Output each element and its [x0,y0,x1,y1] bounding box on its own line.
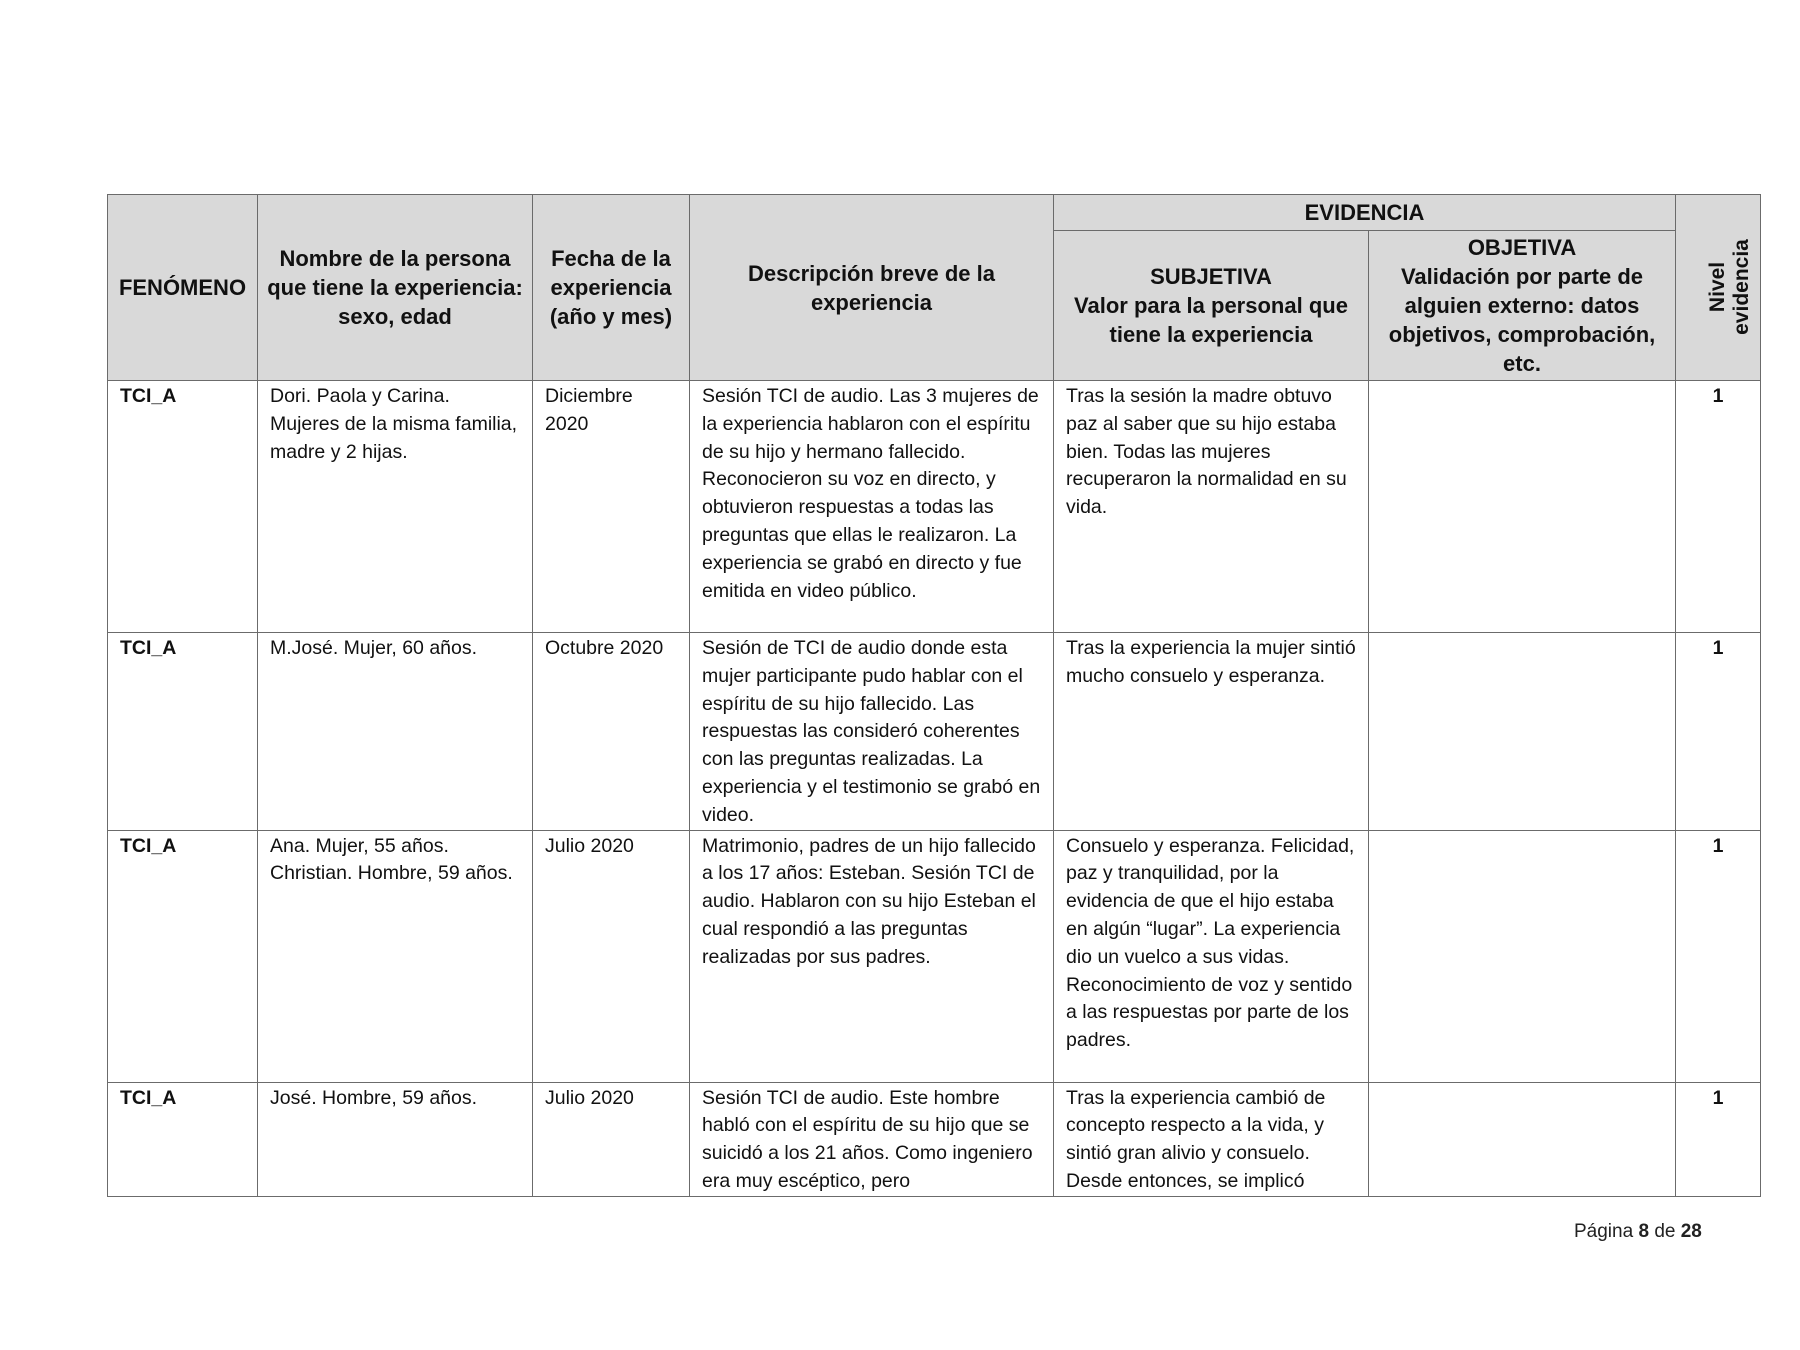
header-nombre: Nombre de la persona que tiene la experiencia: sexo, edad [258,195,533,381]
cell-descripcion: Sesión TCI de audio. Este hombre habló con el espíritu de su hijo que se suicidó a los 21 años. Como ingeniero era muy escéptico, pero [690,1082,1054,1196]
cell-subjetiva: Tras la sesión la madre obtuvo paz al saber que su hijo estaba bien. Todas las mujeres recuperaron la normalidad en su vida. [1054,381,1369,633]
cell-fenomeno: TCI_A [108,633,258,831]
footer-de-label: de [1654,1221,1676,1242]
cell-descripcion: Sesión TCI de audio. Las 3 mujeres de la experiencia hablaron con el espíritu de su hijo y hermano fallecido. Reconocieron su voz en directo, y obtuvieron respuestas a todas las preguntas que ellas le realizaron. La experiencia se grabó en directo y fue emitida en video público. [690,381,1054,633]
cell-descripcion: Matrimonio, padres de un hijo fallecido a los 17 años: Esteban. Sesión TCI de audio. Hablaron con su hijo Esteban el cual respondió a las preguntas realizadas por sus padres. [690,830,1054,1082]
footer-page-total: 28 [1680,1221,1702,1242]
cell-objetiva [1369,830,1676,1082]
cell-nivel: 1 [1676,830,1761,1082]
header-nivel-line2: evidencia [1729,239,1753,335]
header-nivel [1676,195,1761,381]
page-footer [1574,1221,1702,1243]
table-row [108,1082,1761,1196]
header-evidencia: EVIDENCIA [1054,195,1676,231]
cell-nivel: 1 [1676,381,1761,633]
table-row [108,830,1761,1082]
cell-fenomeno: TCI_A [108,381,258,633]
cell-nombre: Dori. Paola y Carina. Mujeres de la misma familia, madre y 2 hijas. [258,381,533,633]
header-objetiva [1369,231,1676,381]
cell-nivel: 1 [1676,1082,1761,1196]
cell-objetiva [1369,1082,1676,1196]
cell-fecha: Diciembre 2020 [533,381,690,633]
cell-subjetiva: Consuelo y esperanza. Felicidad, paz y tranquilidad, por la evidencia de que el hijo estaba en algún “lugar”. La experiencia dio un vuelco a sus vidas. Reconocimiento de voz y sentido a las respuestas por parte de los padres. [1054,830,1369,1082]
cell-nivel: 1 [1676,633,1761,831]
header-subjetiva-desc: Valor para la personal que tiene la experiencia [1074,293,1348,347]
cell-objetiva [1369,633,1676,831]
footer-page-number: 8 [1638,1221,1650,1242]
cell-nombre: M.José. Mujer, 60 años. [258,633,533,831]
header-nivel-text [1706,239,1754,335]
header-subjetiva-title: SUBJETIVA [1150,264,1272,289]
header-subjetiva [1054,231,1369,381]
header-objetiva-desc: Validación por parte de alguien externo: datos objetivos, comprobación, etc. [1388,264,1656,376]
cell-nombre: José. Hombre, 59 años. [258,1082,533,1196]
cell-fenomeno: TCI_A [108,830,258,1082]
cell-objetiva [1369,381,1676,633]
header-fenomeno: FENÓMENO [108,195,258,381]
header-objetiva-title: OBJETIVA [1467,235,1577,260]
cell-fecha: Octubre 2020 [533,633,690,831]
header-nivel-line1: Nivel [1705,261,1729,313]
cell-fenomeno: TCI_A [108,1082,258,1196]
header-fecha: Fecha de la experiencia (año y mes) [533,195,690,381]
header-descripcion: Descripción breve de la experiencia [690,195,1054,381]
cell-nombre: Ana. Mujer, 55 años. Christian. Hombre, 59 años. [258,830,533,1082]
cell-subjetiva: Tras la experiencia cambió de concepto respecto a la vida, y sintió gran alivio y consuelo. Desde entonces, se implicó [1054,1082,1369,1196]
cell-fecha: Julio 2020 [533,830,690,1082]
cell-subjetiva: Tras la experiencia la mujer sintió mucho consuelo y esperanza. [1054,633,1369,831]
evidence-table [107,194,1761,1197]
cell-fecha: Julio 2020 [533,1082,690,1196]
header-row-1 [108,195,1761,231]
cell-descripcion: Sesión de TCI de audio donde esta mujer participante pudo hablar con el espíritu de su hijo fallecido. Las respuestas las consideró coherentes con las preguntas realizadas. La experiencia y el testimonio se grabó en video. [690,633,1054,831]
footer-pagina-label: Página [1574,1221,1634,1242]
table-row [108,381,1761,633]
table-row [108,633,1761,831]
